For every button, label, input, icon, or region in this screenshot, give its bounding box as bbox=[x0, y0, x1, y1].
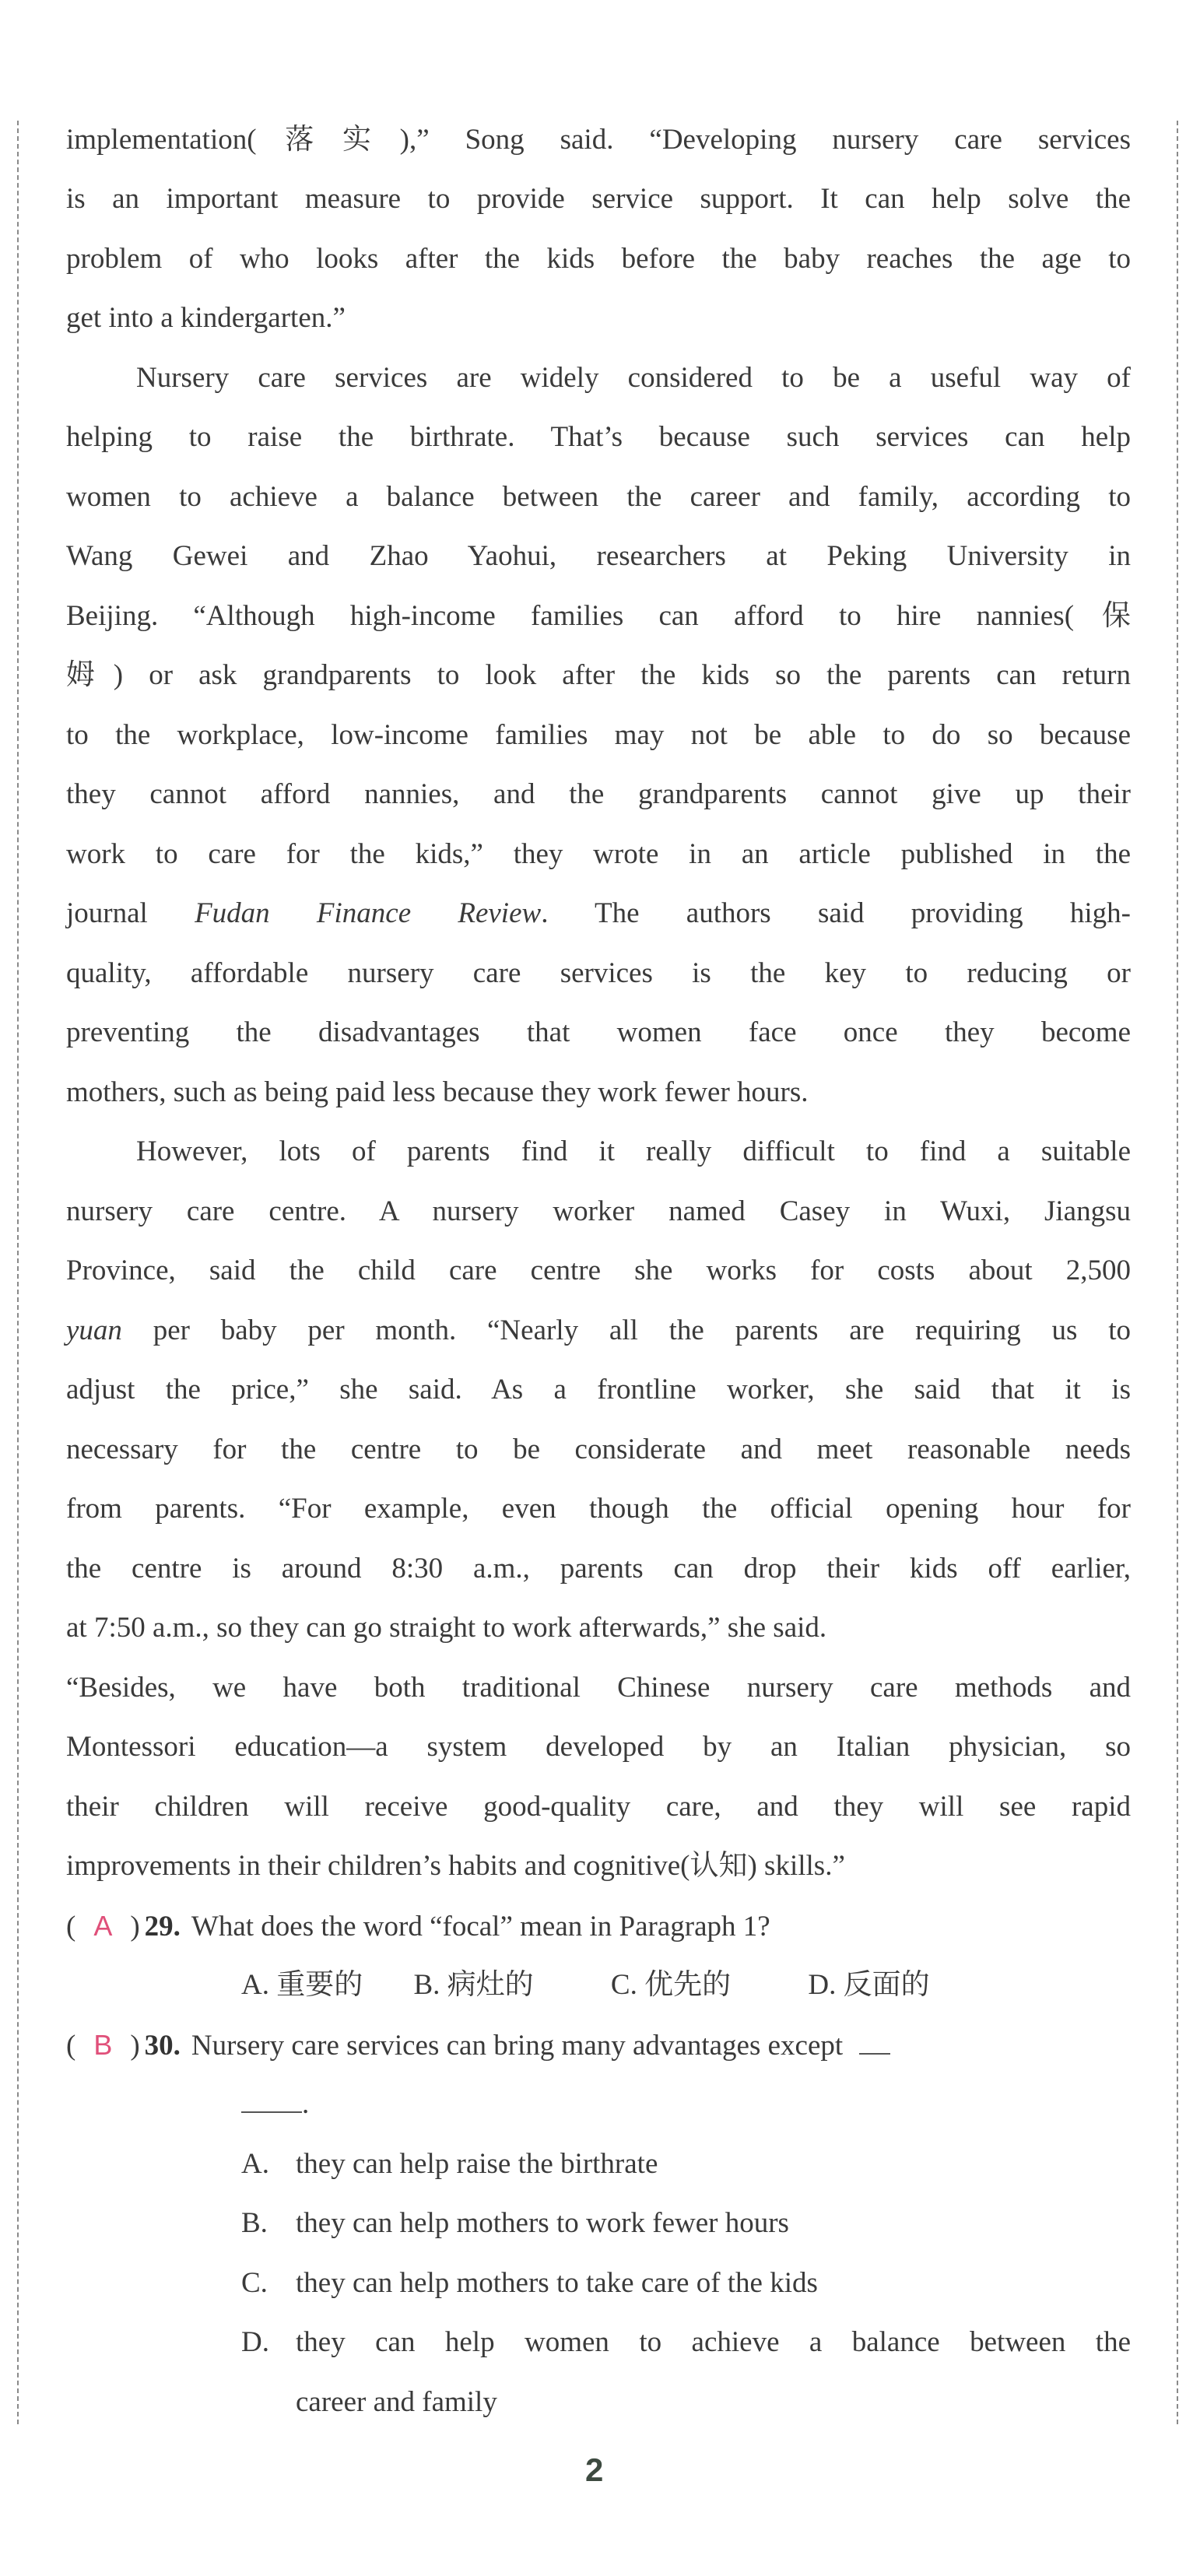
option-letter: C. bbox=[610, 1969, 637, 2001]
answer-blank bbox=[241, 2091, 302, 2113]
text-line: Nursery care services are widely considered to be a useful way of bbox=[136, 362, 1131, 394]
text-line: However, lots of parents find it really difficult to find a suitable bbox=[136, 1135, 1131, 1167]
answer-bracket-open: ( bbox=[66, 2030, 76, 2062]
option-letter: B. bbox=[413, 1969, 440, 2001]
option-letter: A. bbox=[241, 2148, 269, 2180]
question-stem: Nursery care services can bring many advantages except bbox=[191, 2030, 844, 2062]
option-b[interactable] bbox=[413, 1956, 533, 2015]
journal-prefix: journal bbox=[66, 897, 148, 929]
option-a[interactable] bbox=[241, 1956, 363, 2015]
question-number: 30. bbox=[144, 2030, 181, 2062]
text-line: they cannot afford nannies, and the grandparents cannot give up their bbox=[66, 778, 1131, 810]
option-c[interactable] bbox=[611, 1956, 731, 2015]
text-line: 姆) or ask grandparents to look after the kids so the parents can return bbox=[66, 659, 1131, 691]
option-text: 优先的 bbox=[644, 1969, 732, 2001]
option-text: they can help mothers to take care of the kids bbox=[296, 2267, 818, 2299]
text-line: Province, said the child care centre she works for costs about 2,500 bbox=[66, 1255, 1131, 1286]
right-dashed-border bbox=[1177, 121, 1178, 2424]
text-line: adjust the price,” she said. As a frontline worker, she said that it is bbox=[66, 1374, 1131, 1406]
option-letter: B. bbox=[241, 2207, 268, 2239]
option-d[interactable] bbox=[808, 1956, 929, 2015]
text-line: nursery care centre. A nursery worker named Casey in Wuxi, Jiangsu bbox=[66, 1195, 1131, 1227]
option-text: 重要的 bbox=[276, 1969, 363, 2001]
option-c[interactable] bbox=[241, 2254, 818, 2313]
text-line: at 7:50 a.m., so they can go straight to work afterwards,” she said. bbox=[66, 1612, 827, 1644]
option-text: 反面的 bbox=[843, 1969, 930, 2001]
text-line: to the workplace, low-income families may not be able to do so because bbox=[66, 719, 1131, 751]
option-d-continuation: career and family bbox=[296, 2386, 497, 2418]
option-text: 病灶的 bbox=[447, 1969, 534, 2001]
text-line: Wang Gewei and Zhao Yaohui, researchers at Peking University in bbox=[66, 540, 1131, 572]
text-line: necessary for the centre to be considerate and meet reasonable needs bbox=[66, 1434, 1131, 1465]
option-text: they can help raise the birthrate bbox=[296, 2148, 658, 2180]
option-b[interactable] bbox=[241, 2194, 789, 2253]
text-line bbox=[66, 1301, 1131, 1360]
text-line: get into a kindergarten.” bbox=[66, 302, 346, 334]
question-stem: What does the word “focal” mean in Paragraph 1? bbox=[191, 1911, 770, 1943]
yuan-line-suffix: per baby per month. “Nearly all the parents are requiring us to bbox=[121, 1314, 1131, 1346]
option-letter: A. bbox=[241, 1969, 269, 2001]
text-line: implementation(落实),” Song said. “Developing nursery care services bbox=[66, 124, 1131, 156]
text-line: from parents. “For example, even though the official opening hour for bbox=[66, 1493, 1131, 1525]
text-line: is an important measure to provide service support. It can help solve the bbox=[66, 183, 1131, 215]
blank-period: . bbox=[302, 2088, 310, 2120]
option-letter: C. bbox=[241, 2267, 268, 2299]
question-number: 29. bbox=[144, 1911, 181, 1943]
option-letter: D. bbox=[808, 1969, 837, 2001]
currency-word: yuan bbox=[66, 1314, 122, 1346]
page-number: 2 bbox=[585, 2451, 604, 2488]
answer-mark: A bbox=[93, 1910, 113, 1942]
text-line: preventing the disadvantages that women face once they become bbox=[66, 1016, 1131, 1048]
text-line: quality, affordable nursery care services is the key to reducing or bbox=[66, 957, 1131, 989]
option-text: they can help mothers to work fewer hours bbox=[296, 2207, 789, 2239]
text-line: Beijing. “Although high-income families can afford to hire nannies(保 bbox=[66, 600, 1131, 632]
answer-bracket-close: ) bbox=[130, 2030, 140, 2062]
question-stem-row bbox=[66, 1897, 770, 1956]
journal-suffix: . The authors said providing high- bbox=[541, 897, 1132, 929]
answer-bracket-close: ) bbox=[130, 1911, 140, 1943]
text-line: improvements in their children’s habits and cognitive(认知) skills.” bbox=[66, 1850, 845, 1882]
text-line bbox=[66, 884, 1131, 943]
text-line: the centre is around 8:30 a.m., parents can drop their kids off earlier, bbox=[66, 1553, 1131, 1585]
option-d[interactable] bbox=[241, 2313, 1131, 2372]
text-line: their children will receive good-quality care, and they will see rapid bbox=[66, 1791, 1131, 1823]
text-line: helping to raise the birthrate. That’s because such services can help bbox=[66, 421, 1131, 453]
option-letter: D. bbox=[241, 2326, 269, 2358]
text-line: “Besides, we have both traditional Chinese nursery care methods and bbox=[66, 1672, 1131, 1704]
option-a[interactable] bbox=[241, 2135, 658, 2194]
question-stem-row bbox=[66, 2016, 1131, 2075]
text-line: Montessori education—a system developed by an Italian physician, so bbox=[66, 1731, 1131, 1763]
left-dashed-border bbox=[17, 121, 19, 2424]
answer-blank bbox=[859, 2033, 890, 2055]
text-line: work to care for the kids,” they wrote in an article published in the bbox=[66, 838, 1131, 870]
answer-bracket-open: ( bbox=[66, 1911, 76, 1943]
options-row bbox=[241, 1956, 930, 2015]
blank-continuation bbox=[241, 2075, 309, 2134]
option-text: they can help women to achieve a balance between the bbox=[296, 2326, 1131, 2358]
text-line: problem of who looks after the kids before the baby reaches the age to bbox=[66, 243, 1131, 275]
text-line: women to achieve a balance between the career and family, according to bbox=[66, 481, 1131, 513]
text-line: mothers, such as being paid less because they work fewer hours. bbox=[66, 1076, 809, 1108]
journal-title: Fudan Finance Review bbox=[195, 897, 542, 929]
answer-mark: B bbox=[93, 2029, 113, 2061]
